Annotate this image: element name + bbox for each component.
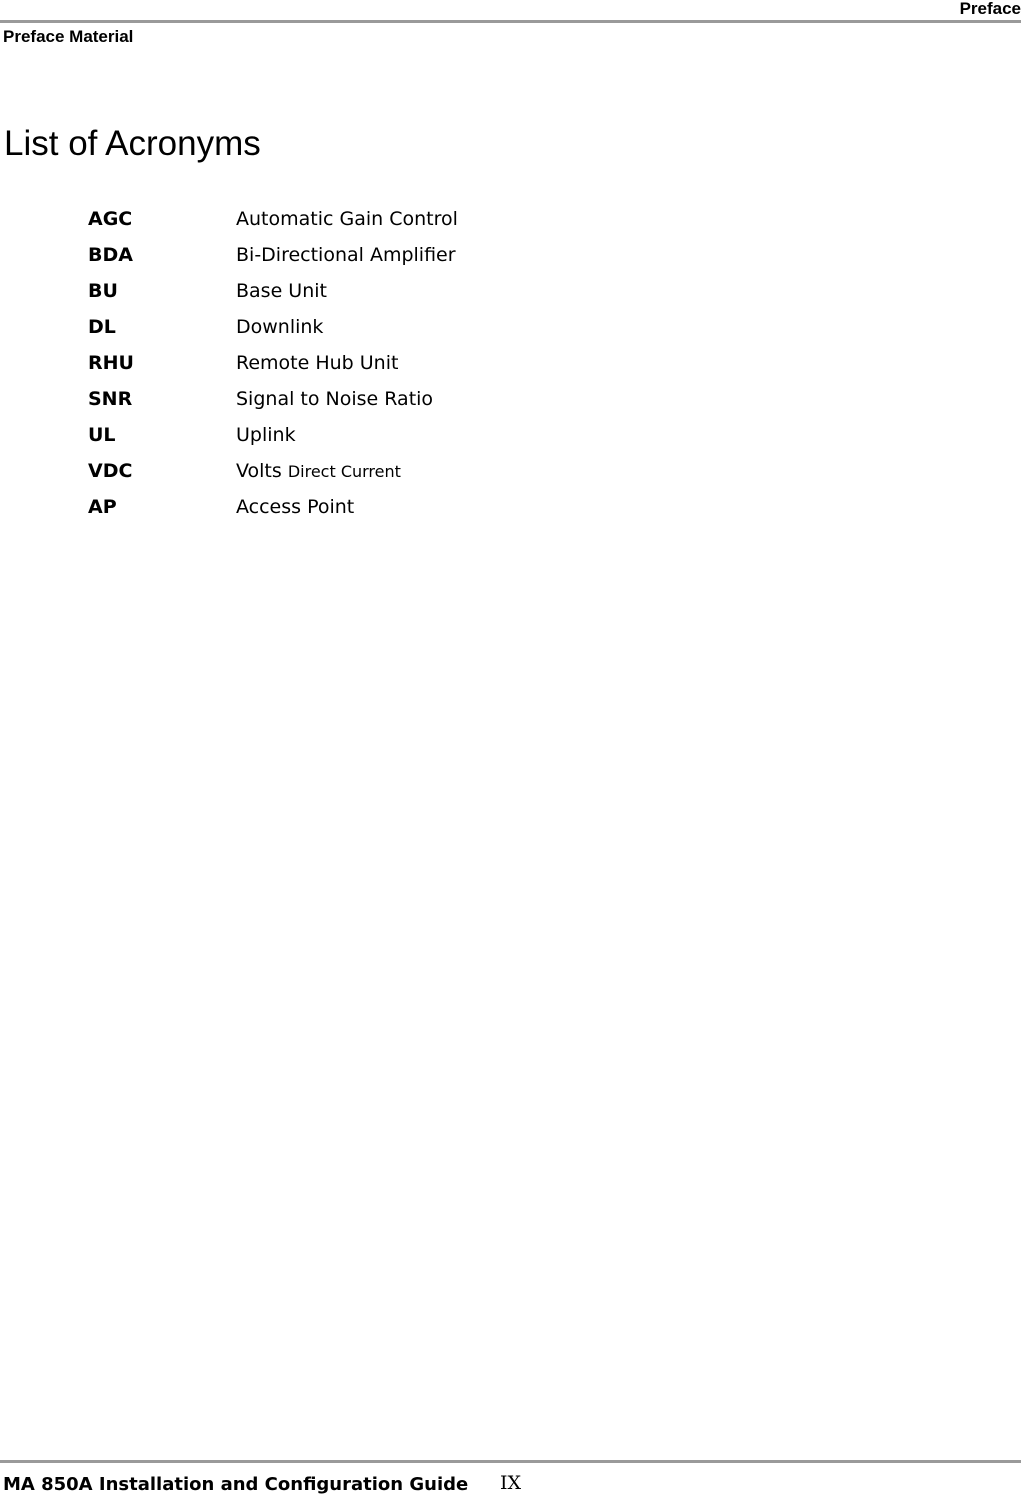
acronym-definition-main: Volts [236, 460, 282, 482]
footer-page-number: IX [500, 1472, 522, 1494]
page-title: List of Acronyms [4, 124, 261, 163]
acronym-term: DL [88, 316, 116, 338]
acronym-definition: Signal to Noise Ratio [236, 388, 434, 410]
acronym-term: AP [88, 496, 117, 518]
footer-guide-title: MA 850A Installation and Configuration Guide [3, 1474, 469, 1495]
acronym-term: SNR [88, 388, 133, 410]
acronym-term: RHU [88, 352, 134, 374]
acronym-row-vdc [88, 453, 458, 489]
acronym-definition: Base Unit [236, 280, 327, 302]
acronym-definition: Automatic Gain Control [236, 208, 458, 230]
header-rule [0, 20, 1021, 23]
acronym-row-ap [88, 489, 458, 525]
acronym-definition: Remote Hub Unit [236, 352, 399, 374]
acronym-term: UL [88, 424, 116, 446]
acronym-term: VDC [88, 460, 133, 482]
acronym-row-dl [88, 309, 458, 345]
acronym-term: BU [88, 280, 118, 302]
acronym-definition: Bi-Directional Amplifier [236, 244, 456, 266]
footer-rule [0, 1460, 1021, 1463]
header-section-name: Preface [959, 0, 1021, 18]
acronym-definition [236, 460, 401, 482]
acronym-definition: Downlink [236, 316, 324, 338]
acronym-row-snr [88, 381, 458, 417]
acronym-definition: Uplink [236, 424, 296, 446]
acronym-term: AGC [88, 208, 133, 230]
header-chapter-name: Preface Material [3, 27, 134, 46]
acronym-row-ul [88, 417, 458, 453]
acronym-row-agc [88, 201, 458, 237]
acronym-definition-small: Direct Current [287, 462, 401, 481]
acronym-row-bda [88, 237, 458, 273]
acronym-term: BDA [88, 244, 133, 266]
acronym-definition: Access Point [236, 496, 355, 518]
acronym-row-bu [88, 273, 458, 309]
acronym-list [88, 201, 458, 525]
acronym-row-rhu [88, 345, 458, 381]
